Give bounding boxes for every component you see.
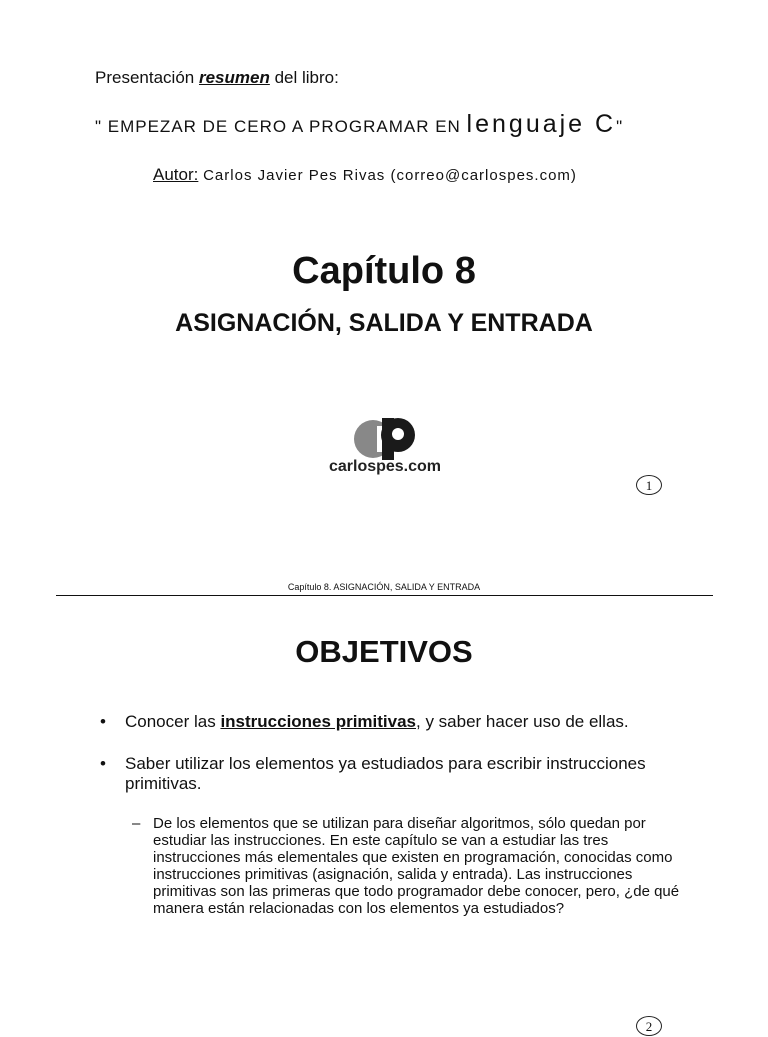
bullet-2-marker: • xyxy=(100,754,106,773)
chapter-title: Capítulo 8 xyxy=(292,250,476,292)
cp-logo-icon xyxy=(320,414,450,460)
objective-1-pre: Conocer las xyxy=(125,712,221,731)
resumen-text: resumen xyxy=(198,68,270,87)
objective-sub-item: De los elementos que se utilizan para diseñar algoritmos, sólo quedan por estudiar las instrucciones. En este capítulo se van a estudiar las tres instrucciones más elementales que existen en programación, conocidas como instrucciones primitivas (asignación, salida y entrada). Las instrucciones primitivas son las primeras que todo programador debe conocer, pero, ¿de qué manera están relacionadas con los elementos ya estudiados? xyxy=(153,815,680,917)
running-header: Capítulo 8. ASIGNACIÓN, SALIDA Y ENTRADA xyxy=(287,582,481,592)
objective-2: Saber utilizar los elementos ya estudiados para escribir instrucciones primitivas. xyxy=(125,754,646,793)
carlospes-logo xyxy=(320,414,450,482)
page-divider xyxy=(56,595,713,596)
del-libro-text: del libro: xyxy=(274,68,339,87)
chapter-subtitle: ASIGNACIÓN, SALIDA Y ENTRADA xyxy=(175,309,593,337)
book-title-suffix: " xyxy=(616,117,624,136)
objectives-title: OBJETIVOS xyxy=(295,634,473,669)
objective-1-keyword: instrucciones primitivas xyxy=(220,712,417,731)
page-number-1: 1 xyxy=(636,475,662,495)
book-title-prefix: " EMPEZAR DE CERO A PROGRAMAR EN xyxy=(95,117,467,136)
author-value: Carlos Javier Pes Rivas (correo@carlospes.com) xyxy=(203,167,577,184)
page-number-2: 2 xyxy=(636,1016,662,1036)
logo-text: carlospes.com xyxy=(328,458,442,475)
author-line xyxy=(153,165,577,185)
objective-1-post: , y saber hacer uso de ellas. xyxy=(416,712,629,731)
author-label: Autor: xyxy=(153,165,199,184)
sub-item-marker: – xyxy=(132,815,141,832)
presentacion-text: Presentación xyxy=(95,68,195,87)
book-title-lang: lenguaje C xyxy=(466,110,617,138)
bullet-1-marker: • xyxy=(100,712,106,731)
book-title-line xyxy=(95,110,623,139)
presentation-line xyxy=(95,68,339,88)
objective-1 xyxy=(125,712,715,732)
